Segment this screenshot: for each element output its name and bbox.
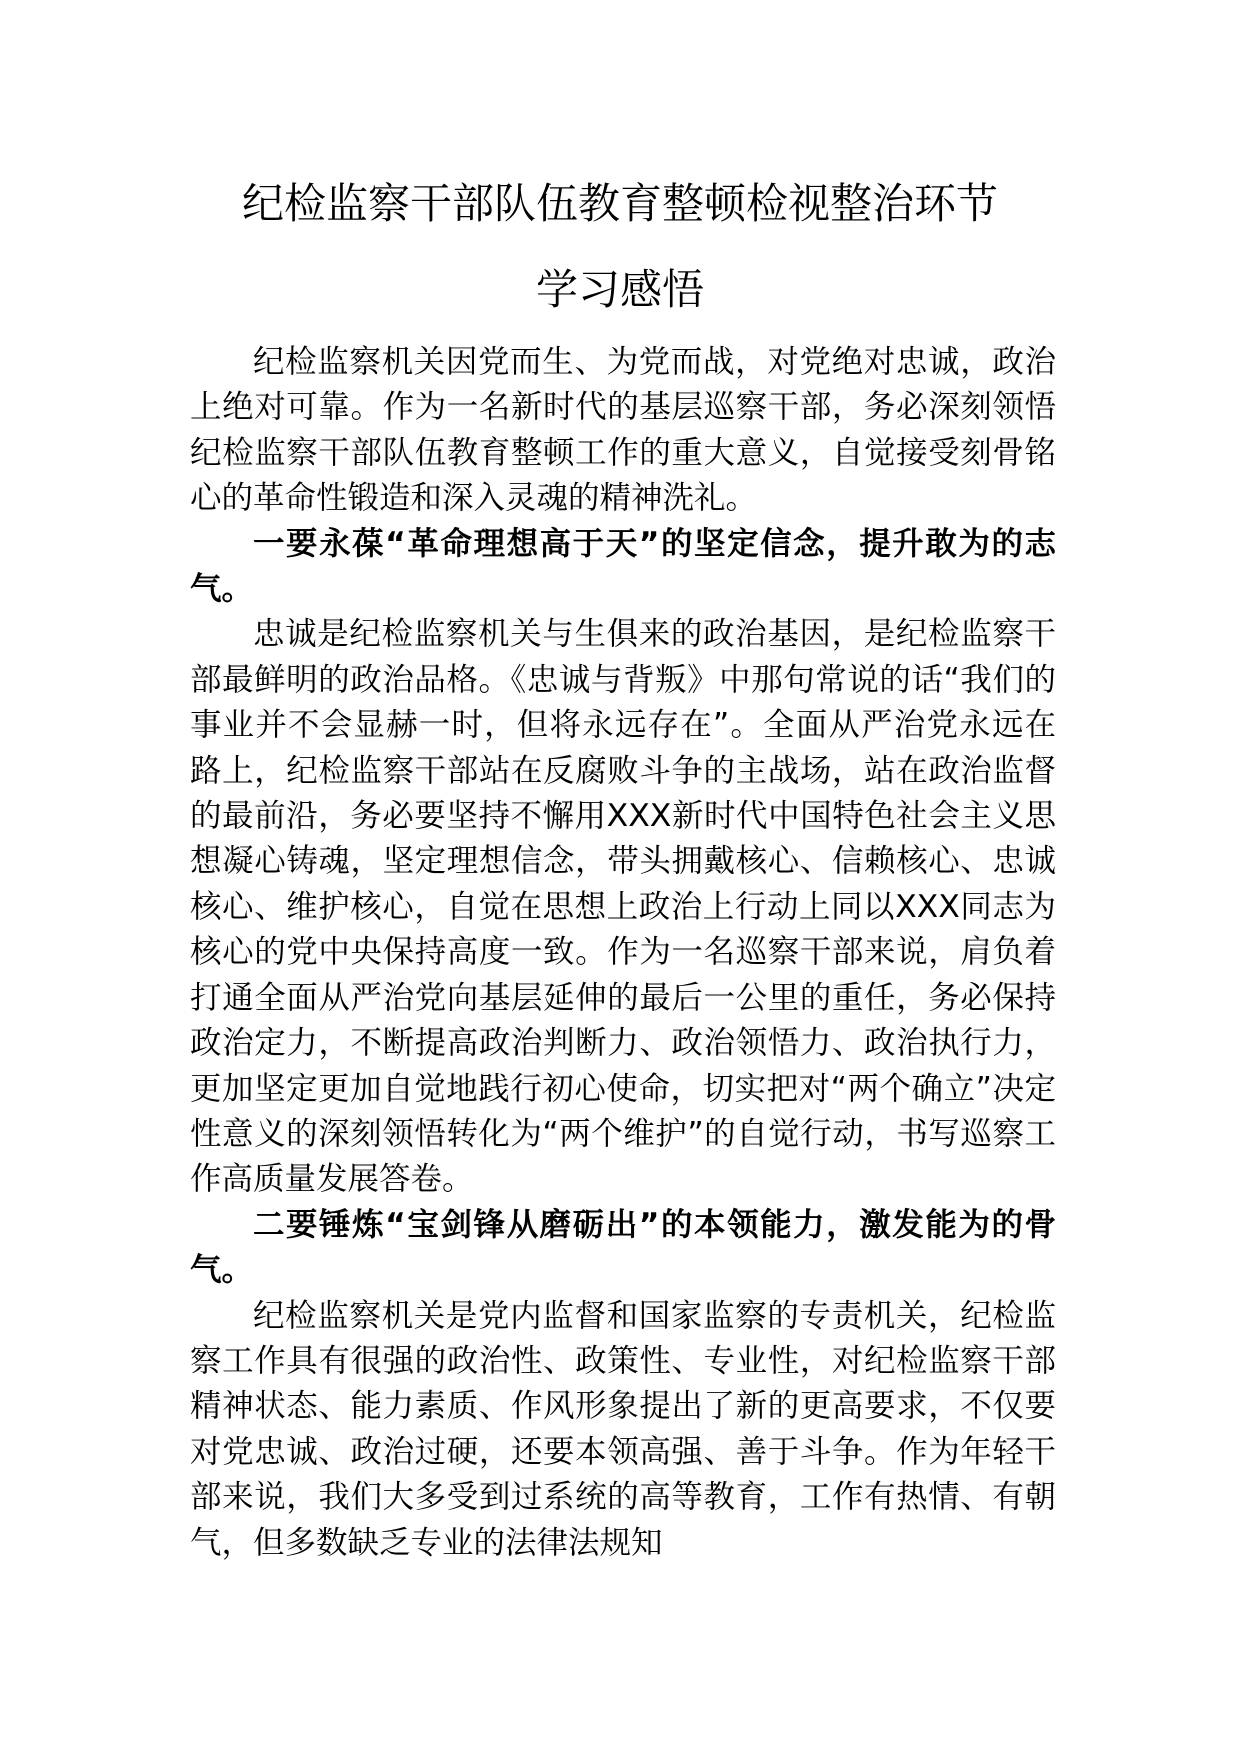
document-title-line-1: 纪检监察干部队伍教育整顿检视整治环节 — [241, 179, 998, 228]
document-body — [190, 340, 1056, 1566]
section-2-paragraph: 纪检监察机关是党内监督和国家监察的专责机关，纪检监察工作具有很强的政治性、政策性、专业性，对纪检监察干部精神状态、能力素质、作风形象提出了新的更高要求，不仅要对党忠诚、政治过硬，还要本领高强、善于斗争。作为年轻干部来说，我们大多受到过系统的高等教育，工作有热情、有朝气，但多数缺乏专业的法律法规知 — [190, 1297, 1056, 1561]
document-title-line-2: 学习感悟 — [535, 265, 704, 314]
section-heading-1: 一要永葆“革命理想高于天”的坚定信念，提升敢为的志气。 — [190, 525, 1056, 608]
intro-paragraph: 纪检监察机关因党而生、为党而战，对党绝对忠诚，政治上绝对可靠。作为一名新时代的基层巡察干部，务必深刻领悟纪检监察干部队伍教育整顿工作的重大意义，自觉接受刻骨铭心的革命性锻造和深入灵魂的精神洗礼。 — [190, 344, 1056, 517]
section-1-paragraph: 忠诚是纪检监察机关与生俱来的政治基因，是纪检监察干部最鲜明的政治品格。《忠诚与背叛》中那句常说的话“我们的事业并不会显赫一时，但将永远存在”。全面从严治党永远在路上，纪检监察干部站在反腐败斗争的主战场，站在政治监督的最前沿，务必要坚持不懈用XXX新时代中国特色社会主义思想凝心铸魂，坚定理想信念，带头拥戴核心、信赖核心、忠诚核心、维护核心，自觉在思想上政治上行动上同以XXX同志为核心的党中央保持高度一致。作为一名巡察干部来说，肩负着打通全面从严治党向基层延伸的最后一公里的重任，务必保持政治定力，不断提高政治判断力、政治领悟力、政治执行力，更加坚定更加自觉地践行初心使命，切实把对“两个确立”决定性意义的深刻领悟转化为“两个维护”的自觉行动，书写巡察工作高质量发展答卷。 — [190, 616, 1056, 1198]
section-heading-2: 二要锤炼“宝剑锋从磨砺出”的本领能力，激发能为的骨气。 — [190, 1206, 1056, 1289]
